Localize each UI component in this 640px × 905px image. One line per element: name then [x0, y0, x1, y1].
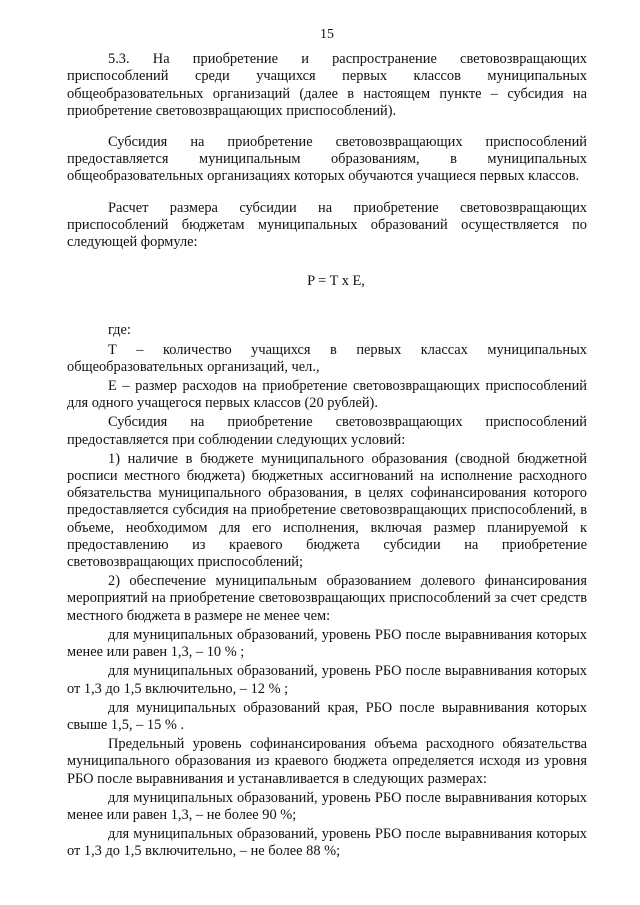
definition-e: Е – размер расходов на приобретение световозвращающих приспособлений для одного учащегося первых классов (20 рублей). — [67, 378, 587, 412]
paragraph-calculation-intro: Расчет размера субсидии на приобретение световозвращающих приспособлений бюджетам муниципальных образований осуществляется по следующей формуле: — [67, 199, 587, 251]
conditions-intro: Субсидия на приобретение световозвращающих приспособлений предоставляется при соблюдении следующих условий: — [67, 414, 587, 448]
formula: P = T x E, — [307, 273, 365, 290]
cofinancing-level-1: для муниципальных образований, уровень РБО после выравнивания которых менее или равен 1,3, – не более 90 %; — [67, 789, 587, 823]
cofinancing-intro: Предельный уровень софинансирования объема расходного обязательства муниципального образования из краевого бюджета определяется исходя из уровня РБО после выравнивания и устанавливается в следующих размерах: — [67, 736, 587, 787]
paragraph-5-3-heading: 5.3. На приобретение и распространение световозвращающих приспособлений среди учащихся первых классов муниципальных общеобразовательных организаций (далее в настоящем пункте – субсидия на приобретение световозвращающих приспособлений). — [67, 51, 587, 119]
cofinancing-level-2: для муниципальных образований, уровень РБО после выравнивания которых от 1,3 до 1,5 включительно, – не более 88 %; — [67, 826, 587, 860]
local-share-level-3: для муниципальных образований края, РБО после выравнивания которых свыше 1,5, – 15 % . — [67, 699, 587, 733]
paragraph-subsidy-provision: Субсидия на приобретение световозвращающих приспособлений предоставляется муниципальным образованиям, в муниципальных общеобразовательных организациях которых обучаются учащиеся первых классов. — [67, 134, 587, 185]
where-label: где: — [108, 322, 131, 339]
document-page — [67, 26, 587, 863]
condition-2: 2) обеспечение муниципальным образованием долевого финансирования мероприятий на приобретение световозвращающих приспособлений за счет средств местного бюджета в размере не менее чем: — [67, 573, 587, 624]
condition-1: 1) наличие в бюджете муниципального образования (сводной бюджетной росписи местного бюджета) бюджетных ассигнований на исполнение расходного обязательства муниципального образования, в целях софинансирования которого предоставляется субсидия на приобретение световозвращающих приспособлений, в объеме, необходимом для его исполнения, включая размер планируемой к предоставлению из краевого бюджета субсидии на приобретение световозвращающих приспособлений; — [67, 450, 587, 571]
local-share-level-2: для муниципальных образований, уровень РБО после выравнивания которых от 1,3 до 1,5 включительно, – 12 % ; — [67, 663, 587, 697]
definition-t: Т – количество учащихся в первых классах муниципальных общеобразовательных организаций, чел., — [67, 341, 587, 375]
local-share-level-1: для муниципальных образований, уровень РБО после выравнивания которых менее или равен 1,3, – 10 % ; — [67, 626, 587, 661]
page-number: 15 — [320, 27, 334, 42]
